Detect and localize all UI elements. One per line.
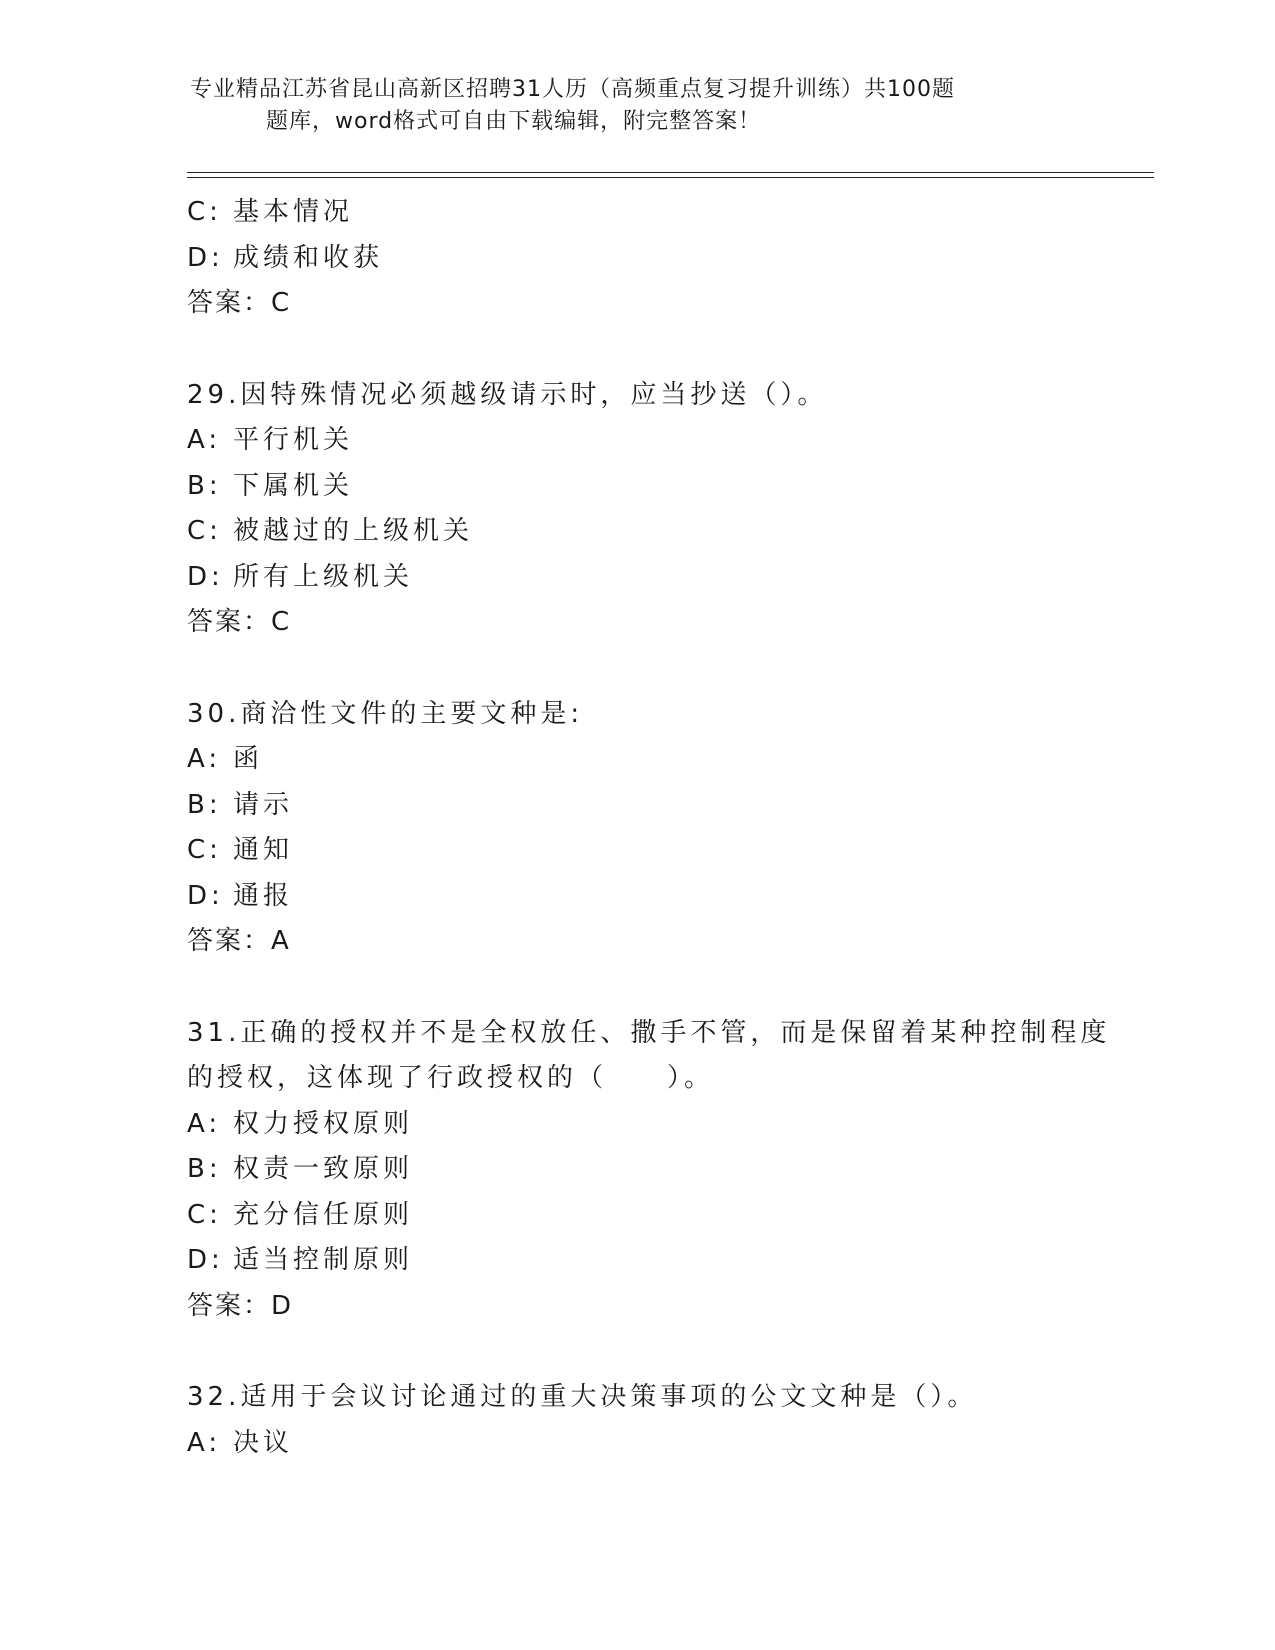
answer: 答案：A bbox=[187, 926, 291, 956]
option-label: B: bbox=[187, 470, 222, 501]
option-label: D: bbox=[187, 561, 224, 592]
option-text: 函 bbox=[233, 744, 264, 774]
option-label: B: bbox=[187, 1154, 222, 1184]
question-29-text: 29.因特殊情况必须越级请示时，应当抄送（）。 bbox=[187, 379, 828, 410]
question-list bbox=[187, 190, 1111, 1466]
option-d bbox=[187, 874, 1087, 920]
option-d bbox=[187, 1238, 1087, 1284]
option-text: 充分信任原则 bbox=[233, 1199, 414, 1230]
option-a bbox=[187, 737, 1087, 783]
option-label: D: bbox=[187, 242, 224, 273]
question-30-text: 30.商洽性文件的主要文种是: bbox=[187, 698, 584, 729]
option-label: C: bbox=[187, 197, 222, 227]
option-c bbox=[187, 1193, 1087, 1239]
option-text: 下属机关 bbox=[233, 470, 354, 501]
option-c bbox=[187, 828, 1087, 874]
option-text: 适当控制原则 bbox=[233, 1245, 414, 1275]
option-text: 被越过的上级机关 bbox=[233, 516, 474, 546]
option-label: B: bbox=[187, 789, 222, 820]
option-text: 成绩和收获 bbox=[233, 242, 384, 273]
option-c bbox=[187, 190, 1087, 236]
option-label: C: bbox=[187, 516, 222, 546]
option-b bbox=[187, 464, 1087, 510]
question-31-text-line2: 的授权，这体现了行政授权的（ ）。 bbox=[187, 1063, 715, 1093]
option-label: A: bbox=[187, 425, 222, 455]
option-d bbox=[187, 555, 1087, 601]
option-label: C: bbox=[187, 1199, 222, 1230]
option-a bbox=[187, 418, 1087, 464]
header-rule-bottom bbox=[187, 177, 1154, 178]
answer: 答案：C bbox=[187, 607, 292, 637]
question-32-text: 32.适用于会议讨论通过的重大决策事项的公文文种是（）。 bbox=[187, 1382, 978, 1412]
option-text: 权力授权原则 bbox=[233, 1108, 414, 1139]
option-label: D: bbox=[187, 1245, 224, 1275]
option-text: 平行机关 bbox=[233, 425, 354, 455]
option-text: 通报 bbox=[233, 880, 294, 911]
option-label: D: bbox=[187, 880, 224, 911]
option-text: 通知 bbox=[233, 835, 294, 865]
option-a bbox=[187, 1421, 1087, 1467]
option-a bbox=[187, 1102, 1087, 1148]
answer: 答案：C bbox=[187, 288, 292, 318]
option-d bbox=[187, 236, 1087, 282]
option-b bbox=[187, 1147, 1087, 1193]
option-label: A: bbox=[187, 1427, 222, 1458]
option-text: 基本情况 bbox=[233, 197, 354, 227]
option-text: 请示 bbox=[233, 789, 294, 820]
answer: 答案：D bbox=[187, 1290, 294, 1321]
header-rule-top bbox=[187, 172, 1154, 173]
option-b bbox=[187, 783, 1087, 829]
option-label: C: bbox=[187, 835, 222, 865]
option-text: 权责一致原则 bbox=[233, 1154, 414, 1184]
option-text: 决议 bbox=[233, 1427, 294, 1458]
option-text: 所有上级机关 bbox=[233, 561, 414, 592]
option-c bbox=[187, 509, 1087, 555]
option-label: A: bbox=[187, 1108, 222, 1139]
question-31-text-line1: 31.正确的授权并不是全权放任、撒手不管，而是保留着某种控制程度 bbox=[187, 1017, 1111, 1048]
document-header bbox=[190, 74, 1050, 138]
header-title-line1: 专业精品江苏省昆山高新区招聘31人历（高频重点复习提升训练）共100题 bbox=[190, 77, 955, 102]
option-label: A: bbox=[187, 744, 222, 774]
header-title-line2: 题库，word格式可自由下载编辑，附完整答案！ bbox=[266, 109, 762, 134]
